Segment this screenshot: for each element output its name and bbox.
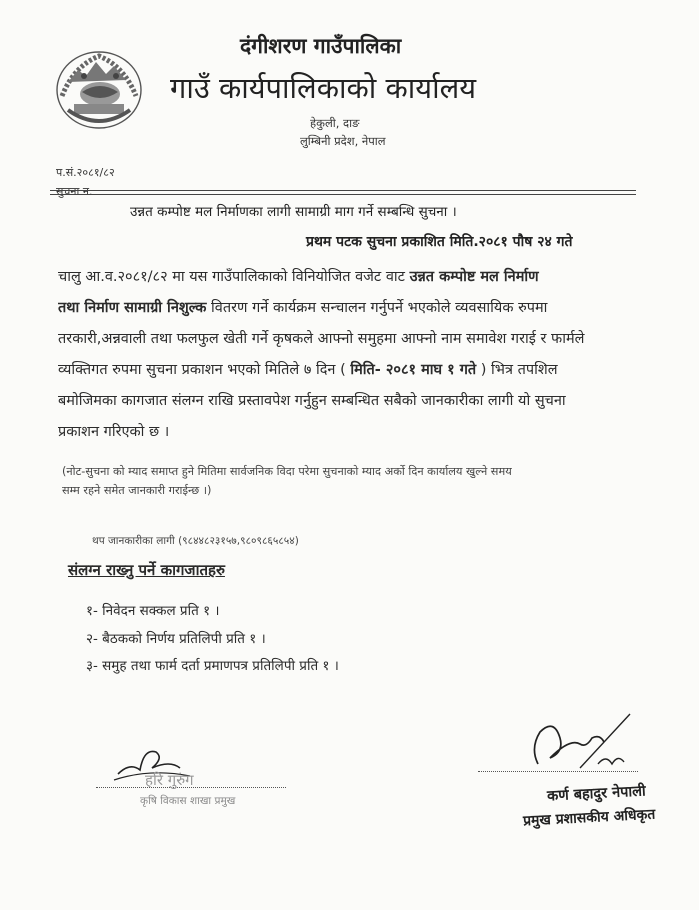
address-line-2: लुम्बिनी प्रदेश, नेपाल	[300, 134, 386, 148]
body-bold-text: तथा निर्माण सामाग्री निशुल्क	[58, 300, 207, 316]
notice-subject: उन्नत कम्पोष्ट मल निर्माणका लागी सामाग्री माग गर्ने सम्बन्धि सुचना ।	[130, 204, 457, 220]
body-line: तरकारी,अन्नवाली तथा फलफुल खेती गर्ने कृषकले आफ्नो समुहमा आफ्नो नाम समावेश गराई र फार्मले	[58, 331, 585, 347]
body-text: चालु आ.व.२०८१/८२ मा यस गाउँपालिकाको विनियोजित वजेट वाट	[58, 269, 410, 285]
left-signatory-title: कृषि विकास शाखा प्रमुख	[140, 795, 236, 807]
right-signatory-name: कर्ण बहादुर नेपाली	[546, 783, 647, 805]
header-divider-thin	[50, 194, 636, 195]
address-line-1: हेकुली, दाङ	[310, 116, 360, 130]
body-line	[58, 293, 658, 324]
notice-number: सुचना न.	[56, 185, 93, 198]
body-text: ) भित्र तपशिल	[476, 362, 558, 378]
publication-date: प्रथम पटक सुचना प्रकाशित मिति.२०८१ पौष २४ गते	[306, 234, 573, 250]
body-line	[58, 262, 658, 293]
enclosure-item: २- बैठकको निर्णय प्रतिलिपी प्रति १ ।	[86, 631, 266, 647]
body-text: व्यक्तिगत रुपमा सुचना प्रकाशन भएको मितिले ७ दिन (	[58, 362, 351, 378]
right-signatory-title: प्रमुख प्रशासकीय अधिकृत	[522, 806, 656, 830]
office-name: गाउँ कार्यपालिकाको कार्यालय	[170, 71, 477, 105]
notice-note	[62, 462, 512, 500]
right-signature-line	[478, 771, 638, 772]
header-divider	[50, 190, 636, 191]
letter-number: प.सं.२०८१/८२	[56, 166, 115, 179]
right-signature-mark	[520, 708, 650, 778]
body-line: प्रकाशन गरिएको छ ।	[58, 424, 170, 440]
enclosure-item: ३- समुह तथा फार्म दर्ता प्रमाणपत्र प्रतिलिपी प्रति १ ।	[86, 658, 339, 674]
note-line: (नोट-सुचना को म्याद समाप्त हुने मितिमा सार्वजनिक विदा परेमा सुचनाको म्याद अर्को दिन कार्यालय खुल्ने समय	[62, 465, 512, 478]
enclosure-item: १- निवेदन सक्कल प्रति १ ।	[86, 603, 220, 619]
government-emblem-icon	[54, 46, 144, 130]
municipality-name: दंगीशरण गाउँपालिका	[240, 34, 402, 58]
left-signatory-name: हरि गुरुंग	[145, 771, 194, 789]
body-text: वितरण गर्ने कार्यक्रम सन्चालन गर्नुपर्ने भएकोले व्यवसायिक रुपमा	[206, 300, 548, 316]
contact-info: थप जानकारीका लागी (९८४४८२३१५७,९८०९८६५८५४)	[92, 535, 299, 547]
body-line	[58, 355, 658, 386]
enclosures-heading: संलग्न राख्नु पर्ने कागजातहरु	[68, 561, 225, 579]
note-line: सम्म रहने समेत जानकारी गराईन्छ ।)	[62, 484, 212, 497]
body-bold-text: उन्नत कम्पोष्ट मल निर्माण	[409, 269, 539, 285]
notice-body	[58, 262, 658, 448]
deadline-date: मिति- २०८१ माघ १ गते	[350, 362, 477, 378]
body-line: बमोजिमका कागजात संलग्न राखि प्रस्तावपेश गर्नुहुन सम्बन्धित सबैको जानकारीका लागी यो सुचना	[58, 393, 566, 409]
